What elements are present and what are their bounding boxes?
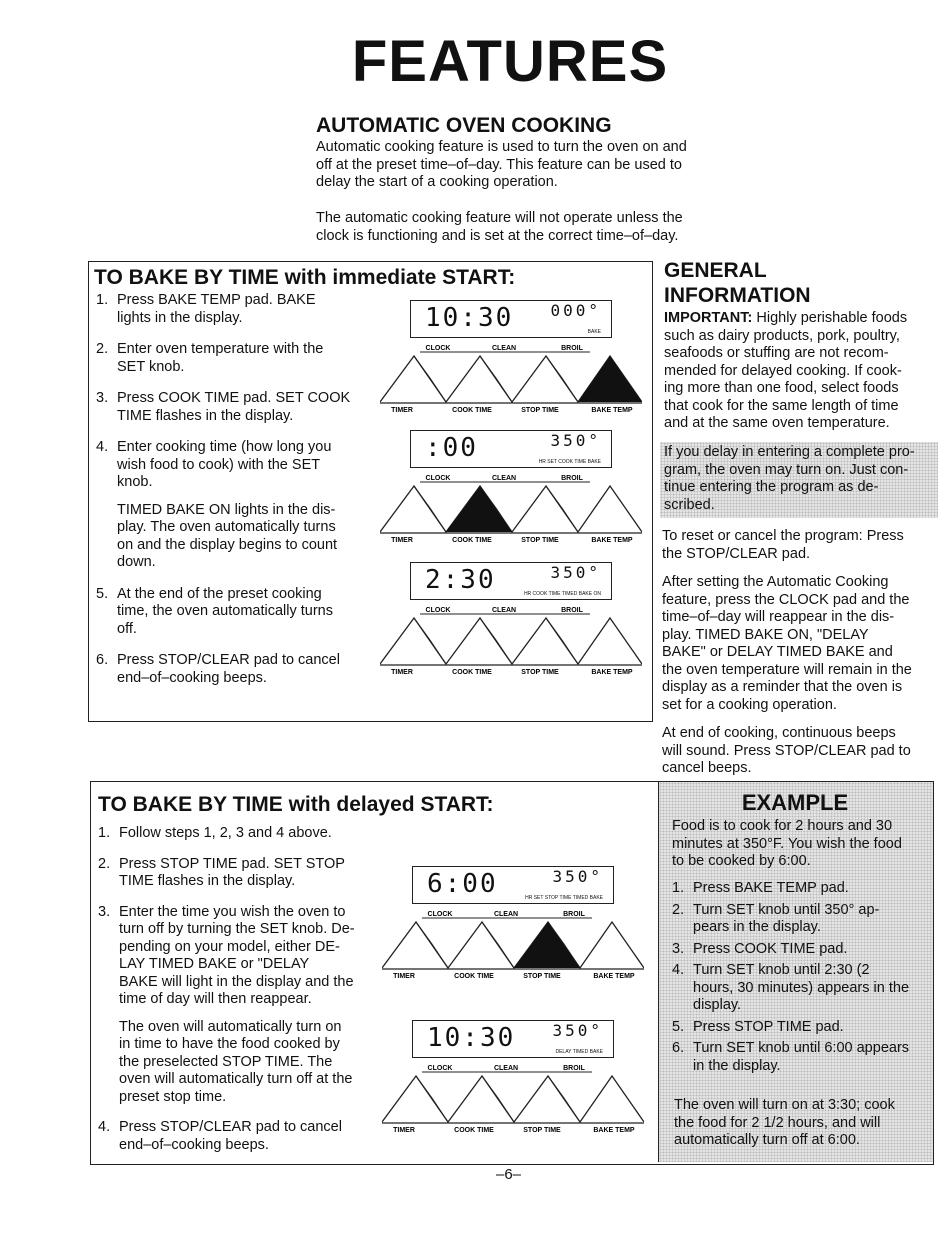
text-line: that cook for the same length of time [664,397,899,414]
step-text: At the end of the preset cooking [117,585,322,602]
step-item [96,439,368,572]
step-text: in the display. [693,1057,781,1074]
pad-label: CLEAN [491,607,517,614]
step-text: SET knob. [117,358,185,375]
step-text: Turn SET knob until 6:00 appears [693,1040,910,1056]
text-line: delay the start of a cooking operation. [316,174,558,190]
example-intro [672,818,928,871]
step-number: 2. [672,901,685,918]
display-time: 10:30 [427,1023,516,1053]
text-line: If you delay in entering a complete pro- [664,444,915,460]
immediate-heading: TO BAKE BY TIME with immediate START: [94,266,516,289]
step-text: Press STOP/CLEAR pad to cancel [117,652,340,668]
oven-display [410,300,612,338]
after-setting-note [662,574,936,714]
pad-label: BROIL [563,911,585,918]
step-item [672,941,930,959]
control-pads [380,470,642,544]
pad-label: TIMER [391,669,413,676]
step-item [96,292,368,327]
text-line: will sound. Press STOP/CLEAR pad to [662,742,911,759]
pad-label: BROIL [561,345,583,352]
step-item [672,1040,930,1075]
step-text: Press COOK TIME pad. [693,940,848,957]
oven-display [410,430,612,468]
step-item [96,652,368,687]
step-text: TIME flashes in the display. [119,873,296,889]
text-line: Automatic cooking feature is used to turn the oven on and [316,139,687,155]
step-text: Press STOP/CLEAR pad to cancel [119,1119,342,1135]
important-note [664,310,934,433]
immediate-step-list [96,292,368,687]
text-line: BAKE" or DELAY TIMED BAKE and [662,644,893,660]
text-line: clock is functioning and is set at the correct time–of–day. [316,227,679,244]
pad-label: STOP TIME [521,537,559,544]
step-text: off. [117,620,137,637]
text-line: such as dairy products, pork, poultry, [664,327,900,344]
step-text: preset stop time. [119,1088,227,1105]
step-text: Press STOP TIME pad. [693,1018,844,1035]
step-text: Follow steps 1, 2, 3 and 4 above. [119,825,332,841]
text-line: and at the same oven temperature. [664,415,890,431]
pad-label: COOK TIME [452,407,492,414]
step-item [98,856,370,891]
display-temperature: 000° [550,301,601,320]
step-text: on and the display begins to count [117,536,338,553]
step-text: hours, 30 minutes) appears in the [693,979,910,996]
step-number: 3. [672,940,685,957]
step-text: Turn SET knob until 2:30 (2 [693,962,870,978]
control-panel-3 [380,558,642,676]
auto-heading: AUTOMATIC OVEN COOKING [316,114,612,137]
step-item [672,1019,930,1037]
display-indicators: HR SET STOP TIME TIMED BAKE [525,895,603,901]
step-text: pears in the display. [693,919,821,935]
pad-label: CLEAN [491,475,517,482]
step-number: 6. [672,1040,685,1056]
pad-label: TIMER [391,537,413,544]
pad-label: BAKE TEMP [591,669,633,676]
control-panel-5 [382,1016,644,1134]
text-line: the food for 2 1/2 hours, and will [674,1114,881,1131]
step-number: 4. [98,1119,111,1135]
text-line: Food is to cook for 2 hours and 30 [672,818,893,834]
step-text: BAKE will light in the display and the [119,973,354,990]
step-number: 5. [672,1018,685,1035]
text-line: tinue entering the program as de- [664,479,879,495]
text-line: The oven will turn on at 3:30; cook [674,1097,895,1113]
pad-label: BROIL [561,475,583,482]
example-step-list [672,880,930,1075]
pad-label: COOK TIME [454,973,494,980]
text-line: mended for delayed cooking. If cook- [664,362,902,379]
pad-label: STOP TIME [523,1127,561,1134]
text-line: ing more than one food, select foods [664,380,899,396]
step-text: LAY TIMED BAKE or "DELAY [119,956,310,972]
step-text: TIME flashes in the display. [117,407,294,424]
delay-warning-note [660,442,938,518]
control-pads [382,906,644,980]
step-text: display. [693,997,742,1013]
text-line: scribed. [664,496,715,513]
control-panel-1 [380,296,642,414]
end-of-cooking-note [662,725,936,778]
step-text: Press STOP TIME pad. SET STOP [119,855,345,872]
active-pad [578,356,642,402]
step-text: the preselected STOP TIME. The [119,1053,333,1070]
text-line: After setting the Automatic Cooking [662,574,889,590]
step-number: 2. [98,855,111,872]
text-line: off at the preset time–of–day. This feature can be used to [316,156,682,173]
step-text: in time to have the food cooked by [119,1036,340,1052]
step-text: down. [117,554,156,570]
text-line: display as a reminder that the oven is [662,679,903,695]
display-time: 6:00 [427,869,498,899]
step-number: 6. [96,652,109,668]
step-text: TIMED BAKE ON lights in the dis- [117,501,336,518]
step-text: end–of–cooking beeps. [119,1136,269,1153]
pad-label: BAKE TEMP [591,407,633,414]
text-line: Highly perishable foods [752,310,908,326]
pad-label: BROIL [561,607,583,614]
display-temperature: 350° [550,563,601,582]
display-indicators: HR COOK TIME TIMED BAKE ON [523,591,601,597]
pad-label: TIMER [393,973,415,980]
step-number: 4. [672,962,685,978]
step-text: time, the oven automatically turns [117,603,333,619]
page-title: FEATURES [351,29,669,94]
page-number: –6– [496,1166,522,1183]
step-number: 1. [98,825,111,841]
text-line: time–of–day will reappear in the dis- [662,609,895,625]
important-label: IMPORTANT: [664,310,753,326]
step-number: 2. [96,341,109,357]
pad-label: CLOCK [425,607,451,614]
example-steps [672,880,930,1079]
heading-line: INFORMATION [664,284,811,307]
delayed-step-list [98,825,370,1154]
display-time: 2:30 [425,565,496,595]
immediate-steps [96,292,368,701]
auto-para-1 [316,139,716,192]
text-line: The automatic cooking feature will not operate unless the [316,210,683,226]
display-time: 10:30 [425,303,514,333]
control-panel-2 [380,426,642,544]
step-item [672,880,930,898]
step-text: lights in the display. [117,309,243,326]
step-text: wish food to cook) with the SET [117,456,321,473]
text-line: minutes at 350°F. You wish the food [672,835,902,852]
pad-label: COOK TIME [454,1127,494,1134]
display-indicators: DELAY TIMED BAKE [555,1049,603,1055]
pad-label: BAKE TEMP [591,537,633,544]
step-number: 3. [98,903,111,920]
control-pads [382,1060,644,1134]
step-item [98,904,370,1107]
pad-label: CLEAN [493,1065,519,1072]
text-line: set for a cooking operation. [662,696,837,713]
step-text: pending on your model, either DE- [119,938,340,955]
pad-label: STOP TIME [521,669,559,676]
step-item [96,390,368,425]
delayed-steps [98,825,370,1167]
step-item [672,902,930,937]
reset-note [662,528,936,563]
pad-label: CLOCK [427,1065,453,1072]
step-text: play. The oven automatically turns [117,519,336,535]
text-line: seafoods or stuffing are not recom- [664,345,889,361]
control-panel-4 [382,862,644,980]
text-line: the oven temperature will remain in the [662,661,912,678]
step-text: The oven will automatically turn on [119,1018,342,1035]
step-text: time of day will then reappear. [119,991,312,1007]
text-line: the STOP/CLEAR pad. [662,545,811,562]
heading-line: GENERAL [664,259,767,282]
pad-label: TIMER [393,1127,415,1134]
text-line: gram, the oven may turn on. Just con- [664,461,909,478]
step-item [98,1119,370,1154]
step-text: Press COOK TIME pad. SET COOK [117,390,351,406]
step-text: Enter cooking time (how long you [117,439,332,455]
pad-label: CLEAN [493,911,519,918]
pad-label: BAKE TEMP [593,973,635,980]
auto-para-2 [316,210,716,245]
control-pads [380,602,642,676]
pad-label: COOK TIME [452,669,492,676]
pad-label: CLEAN [491,345,517,352]
text-line: To reset or cancel the program: Press [662,528,904,544]
step-text: Turn SET knob until 350° ap- [693,901,880,918]
text-line: automatically turn off at 6:00. [674,1132,860,1148]
pad-label: BROIL [563,1065,585,1072]
step-item [96,341,368,376]
display-indicators: BAKE [587,329,601,335]
step-text: oven will automatically turn off at the [119,1071,353,1087]
oven-display [410,562,612,600]
step-note [117,502,368,572]
step-note [119,1019,370,1107]
step-number: 3. [96,390,109,406]
step-item [672,962,930,1015]
pad-label: STOP TIME [521,407,559,414]
step-text: Press BAKE TEMP pad. [693,880,849,896]
example-heading: EXAMPLE [741,790,849,815]
pad-label: CLOCK [427,911,453,918]
control-pads [380,340,642,414]
pad-label: COOK TIME [452,537,492,544]
display-indicators: HR SET COOK TIME BAKE [538,459,601,465]
step-text: end–of–cooking beeps. [117,669,267,686]
step-item [96,586,368,639]
oven-display [412,866,614,904]
step-text: Enter oven temperature with the [117,341,324,357]
step-number: 1. [96,292,109,308]
text-line: At end of cooking, continuous beeps [662,725,896,741]
step-text: turn off by turning the SET knob. De- [119,921,355,937]
text-line: play. TIMED BAKE ON, "DELAY [662,626,869,643]
pad-label: CLOCK [425,345,451,352]
step-number: 5. [96,585,109,602]
text-line: feature, press the CLOCK pad and the [662,591,910,608]
step-number: 1. [672,880,685,896]
display-temperature: 350° [552,1021,603,1040]
pad-label: STOP TIME [523,973,561,980]
active-pad [446,486,512,532]
oven-display [412,1020,614,1058]
step-item [98,825,370,843]
step-number: 4. [96,439,109,455]
text-line: cancel beeps. [662,760,752,776]
pad-label: TIMER [391,407,413,414]
pad-label: BAKE TEMP [593,1127,635,1134]
step-text: knob. [117,474,153,490]
text-line: to be cooked by 6:00. [672,853,811,869]
step-text: Press BAKE TEMP pad. BAKE [117,292,316,308]
display-time: :00 [425,433,478,463]
step-text: Enter the time you wish the oven to [119,903,346,920]
example-outro [674,1097,930,1150]
pad-label: CLOCK [425,475,451,482]
display-temperature: 350° [552,867,603,886]
general-heading [664,258,811,308]
active-pad [514,922,580,968]
delayed-heading: TO BAKE BY TIME with delayed START: [98,793,494,816]
display-temperature: 350° [550,431,601,450]
